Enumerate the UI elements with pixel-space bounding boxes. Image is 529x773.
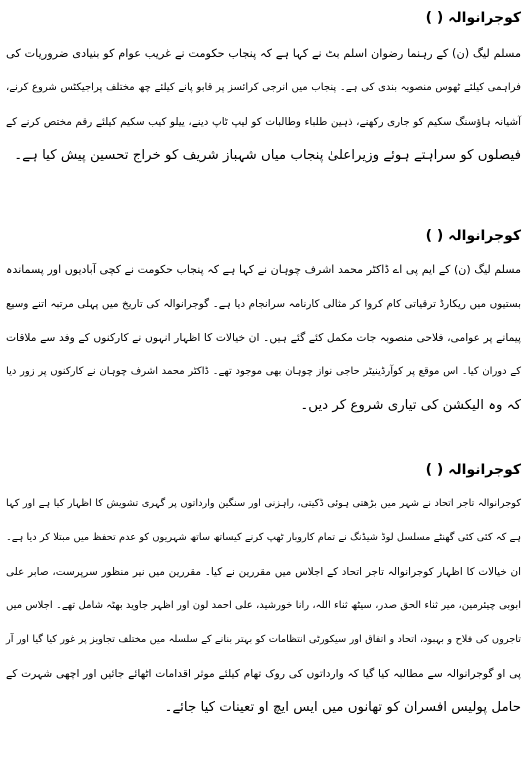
- article-text-line: بستیوں میں ریکارڈ ترقیاتی کام کروا کر مثالی کارنامہ سرانجام دیا ہے۔ گوجرانوالہ کی تاریخ میں پہلی مرتبہ اتنے وسیع: [6, 298, 521, 310]
- article-text-line: فراہمی کیلئے ٹھوس منصوبہ بندی کی ہے۔ پنجاب میں انرجی کرائسز پر قابو پانے کیلئے چھ مختلف پراجیکٹس شروع کرنے،: [6, 82, 521, 93]
- article-text-line: پیمانے پر عوامی، فلاحی منصوبہ جات مکمل کئے گئے ہیں۔ ان خیالات کا اظہار انہوں نے کارکنوں کے وفد سے ملاقات: [6, 331, 521, 344]
- article-text-line: فیصلوں کو سراہتے ہوئے وزیراعلیٰ پنجاب میاں شہباز شریف کو خراج تحسین پیش کیا ہے۔: [14, 148, 521, 163]
- article-text-line: کہ وہ الیکشن کی تیاری شروع کر دیں۔: [300, 398, 521, 413]
- article-text-line: حامل پولیس افسران کو تھانوں میں ایس ایچ او تعینات کیا جائے۔: [164, 700, 521, 715]
- article-text-line: ہے کہ کئی کئی گھنٹے مسلسل لوڈ شیڈنگ نے تمام کاروبار ٹھپ کرنے کیساتھ ساتھ شہریوں کو عدم تحفظ میں مبتلا کر دیا ہے۔: [6, 532, 521, 543]
- article-text-line: ان خیالات کا اظہار کوجرانوالہ تاجر اتحاد کے اجلاس میں مقررین نے کیا۔ مقررین میں نیر منظور سرپرست، صابر علی: [6, 566, 521, 578]
- article-text-line: کے دوران کیا۔ اس موقع پر کوآرڈینیٹر حاجی نواز چوہان بھی موجود تھے۔ ڈاکٹر محمد اشرف چوہان نے کارکنوں پر زور دیا: [6, 366, 521, 377]
- article-dateline: کوجرانوالہ ( ): [425, 10, 521, 26]
- article-text-line: پی او گوجرانوالہ سے مطالبہ کیا گیا کہ وارداتوں کی روک تھام کیلئے موثر اقدامات اٹھائے جائیں اور اچھی شہرت کے: [6, 667, 521, 680]
- article-text-line: تاجروں کی فلاح و بہبود، اتحاد و اتفاق اور سیکورٹی انتظامات کو بہتر بنانے کے سلسلہ میں مختلف تجاویز پر غور کیا گیا اور آر: [6, 634, 521, 645]
- article-text-line: کوجرانوالہ تاجر اتحاد نے شہر میں بڑھتی ہوئی ڈکیتی، راہزنی اور سنگین وارداتوں پر گہری تشویش کا اظہار کیا ہے اور کہا: [6, 498, 521, 509]
- article-text-line: مسلم لیگ (ن) کے رہنما رضوان اسلم بٹ نے کہا ہے کہ پنجاب حکومت نے غریب عوام کو بنیادی ضروریات کی: [6, 47, 521, 60]
- article-text-line: مسلم لیگ (ن) کے ایم پی اے ڈاکٹر محمد اشرف چوہان نے کہا ہے کہ پنجاب حکومت نے کچی آبادیوں اور پسماندہ: [6, 263, 521, 276]
- article-text-line: آشیانہ ہاؤسنگ سکیم کو جاری رکھنے، ذہین طلباء وطالبات کو لیپ ٹاپ دینے، ییلو کیب سکیم کیلئے رقم مختص کرنے کے: [6, 116, 521, 128]
- article-dateline: کوجرانوالہ ( ): [425, 462, 521, 478]
- article-text-line: ابوبی چیئرمین، میر ثناء الحق صدر، سیٹھ ثناء اللہ، رانا خورشید، علی احمد لون اور اظہر جاوید بھٹہ شامل تھے۔ اجلاس میں: [6, 600, 521, 611]
- article-dateline: کوجرانوالہ ( ): [425, 228, 521, 244]
